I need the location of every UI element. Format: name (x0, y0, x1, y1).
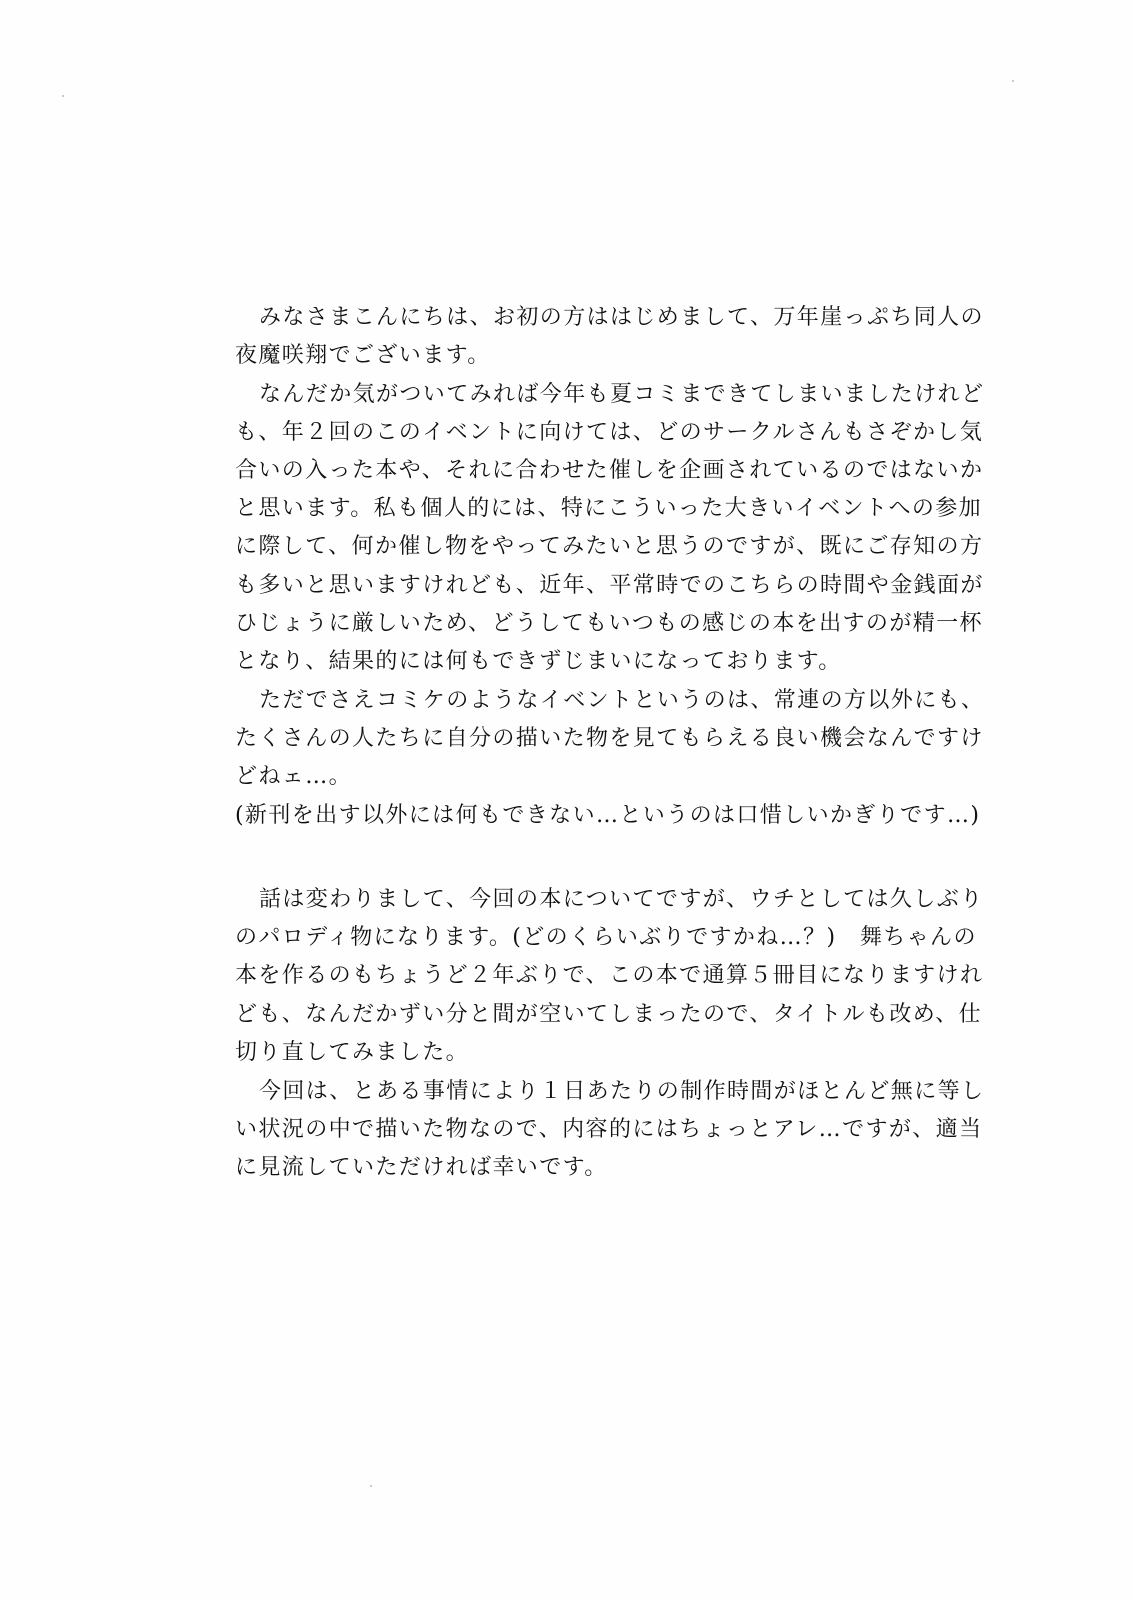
text-line: 夜魔咲翔でございます。 (235, 343, 491, 368)
text-line: 話は変わりまして、今回の本についてですが、ウチとしては久しぶり (259, 887, 984, 912)
text-line: なんだか気がついてみれば今年も夏コミまできてしまいましたけれど (259, 382, 985, 407)
text-line: と思います。私も個人的には、特にこういった大きいイベントへの参加 (235, 496, 983, 521)
text-line: となり、結果的には何もできずじまいになっております。 (235, 649, 842, 674)
text-line: 本を作るのもちょうど２年ぶりで、この本で通算５冊目になりますけれ (235, 963, 984, 988)
text-line: たくさんの人たちに自分の描いた物を見てもらえる良い機会なんですけ (235, 726, 984, 751)
text-line: ども、なんだかずい分と間が空いてしまったので、タイトルも改め、仕 (235, 1002, 983, 1027)
text-line: も、年２回のこのイベントに向けては、どのサークルさんもさぞかし気 (235, 420, 984, 445)
text-line: に際して、何か催し物をやってみたいと思うのですが、既にご存知の方 (235, 534, 984, 559)
text-line: ひじょうに厳しいため、どうしてもいつもの感じの本を出すのが精一杯 (235, 611, 983, 636)
text-line: も多いと思いますけれども、近年、平常時でのこちらの時間や金銭面が (235, 573, 984, 598)
text-line: ただでさえコミケのようなイベントというのは、常連の方以外にも、 (259, 688, 985, 713)
text-line: 切り直してみました。 (235, 1040, 470, 1065)
text-line: のパロディ物になります。(どのくらいぶりですかね…？) 舞ちゃんの (235, 925, 977, 950)
text-line: みなさまこんにちは、お初の方ははじめまして、万年崖っぷち同人の (259, 305, 984, 330)
text-line: い状況の中で描いた物なので、内容的にはちょっとアレ…ですが、適当 (235, 1117, 983, 1142)
text-line: (新刊を出す以外には何もできない…というのは口惜しいかぎりです…) (235, 803, 981, 828)
text-line: どねェ…。 (235, 764, 353, 789)
scan-speck (1012, 80, 1014, 82)
scan-speck (370, 1485, 372, 1487)
text-line: に見流していただければ幸いです。 (235, 1155, 608, 1180)
text-line: 合いの入った本や、それに合わせた催しを企画されているのではないか (235, 458, 984, 483)
text-line: 今回は、とある事情により１日あたりの制作時間がほとんど無に等し (259, 1079, 985, 1104)
scan-speck (62, 95, 64, 97)
